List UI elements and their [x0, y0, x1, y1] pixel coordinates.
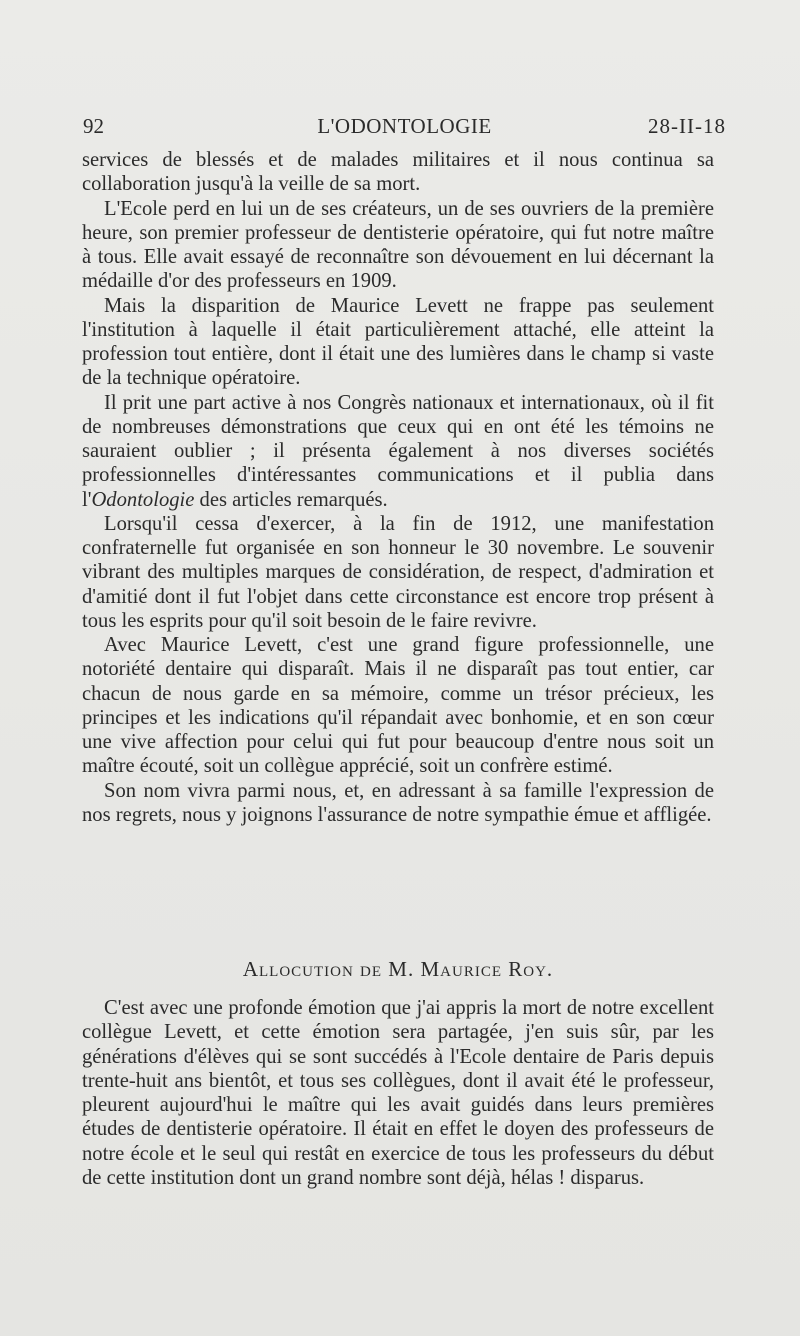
- page-number: 92: [83, 114, 104, 138]
- journal-title: L'ODONTOLOGIE: [317, 114, 492, 138]
- paragraph: services de blessés et de malades militaires et il nous continua sa collaboration jusqu'à la veille de sa mort.: [82, 149, 714, 196]
- issue-date: 28-II-18: [648, 114, 726, 138]
- article-prefix: l': [82, 488, 92, 511]
- paragraph: Avec Maurice Levett, c'est une grand figure professionnelle, une notoriété dentaire qui disparaît. Mais il ne disparaît pas tout entier, car chacun de nous garde en sa mémoire, comme un trésor précieux, les principes et les indications qu'il répandait avec bonhomie, et en son cœur une vive affection pour celui qui fut pour beaucoup d'entre nous soit un maître écouté, soit un collègue apprécié, soit un confrère estimé.: [82, 634, 714, 778]
- speech-body: [82, 996, 714, 1190]
- paragraph: [82, 391, 714, 512]
- paragraph: Mais la disparition de Maurice Levett ne frappe pas seulement l'institution à laquelle il était particulièrement attaché, elle atteint la profession tout entière, dont il était une des lumières dans le champ si vaste de la technique opératoire.: [82, 294, 714, 390]
- journal-reference: Odontologie: [91, 488, 195, 511]
- article-body: [82, 148, 714, 827]
- paragraph: C'est avec une profonde émotion que j'ai appris la mort de notre excellent collègue Levett, et cette émotion sera partagée, j'en suis sûr, par les générations d'élèves qui se sont succédés à l'Ecole dentaire de Paris depuis trente-huit ans bientôt, et tous ses collègues, dont il avait été le professeur, pleurent aujourd'hui le maître qui les avait guidés dans leurs premières études de dentisterie opératoire. Il était en effet le doyen des professeurs de notre école et le seul qui restât en exercice de tous les professeurs du début de cette institution dont un grand nombre sont déjà, hélas ! disparus.: [82, 997, 714, 1189]
- paragraph: L'Ecole perd en lui un de ses créateurs, un de ses ouvriers de la première heure, son premier professeur de dentisterie opératoire, qui fut notre maître à tous. Elle avait essayé de reconnaître son dévouement en lui décernant la médaille d'or des professeurs en 1909.: [82, 197, 714, 293]
- paragraph: Son nom vivra parmi nous, et, en adressant à sa famille l'expression de nos regrets, nous y joignons l'assurance de notre sympathie émue et affligée.: [82, 779, 714, 826]
- paragraph-text: Il prit une part active à nos Congrès nationaux et internationaux, où il fit de nombreuses démonstrations que ceux qui en ont été les témoins ne sauraient oublier ; il présenta également à nos diverses sociétés professionnelles d'intéressantes communications et il publia dans: [82, 391, 714, 487]
- section-heading: Allocution de M. Maurice Roy.: [242, 957, 554, 981]
- running-header: [83, 111, 726, 141]
- paragraph-text: des articles remarqués.: [194, 488, 388, 511]
- paragraph: Lorsqu'il cessa d'exercer, à la fin de 1912, une manifestation confraternelle fut organisée en son honneur le 30 novembre. Le souvenir vibrant des multiples marques de considération, de respect, d'admiration et d'amitié dont il fut l'objet dans cette circonstance est encore trop présent à tous les esprits pour qu'il soit besoin de le faire revivre.: [82, 512, 714, 632]
